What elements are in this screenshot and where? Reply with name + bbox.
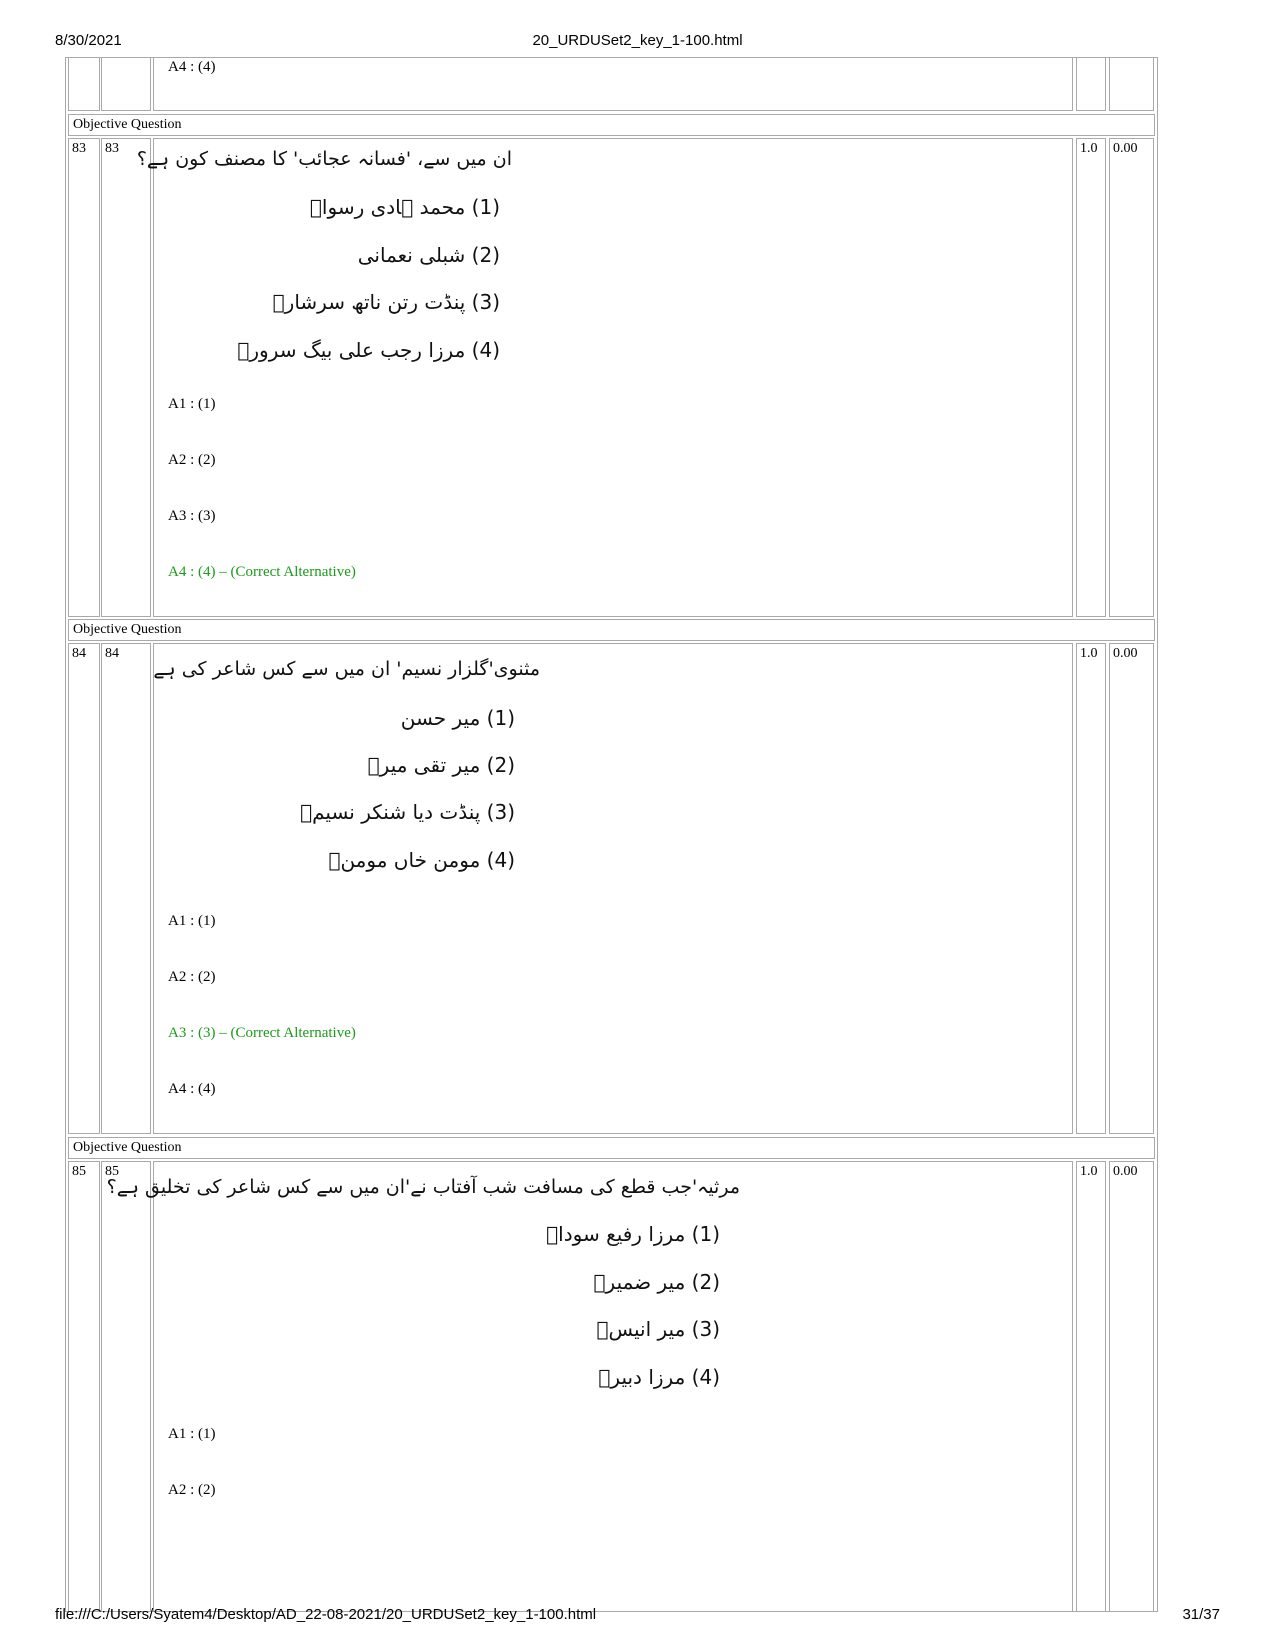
prev-cell-body — [153, 57, 1073, 111]
cell-sno — [68, 1161, 100, 1612]
negative-marks: 0.00 — [1113, 141, 1138, 156]
document-title: 20_URDUSet2_key_1-100.html — [532, 32, 743, 49]
cell-marks — [1076, 138, 1106, 617]
page-number: 31/37 — [1182, 1606, 1220, 1623]
option-4: (4) مومن خاں مومنؔ — [328, 848, 515, 872]
prev-cell-sno — [68, 57, 100, 111]
option-3: (3) پنڈت دیا شنکر نسیمؔ — [300, 800, 515, 824]
marks: 1.0 — [1080, 646, 1098, 661]
question-text: مرثیہ'جب قطع کی مسافت شب آفتاب نے'ان میں سے کس شاعر کی تخلیق ہے؟ — [106, 1176, 740, 1198]
cell-qid — [101, 1161, 151, 1612]
cell-qid — [101, 138, 151, 617]
prev-cell-neg — [1109, 57, 1154, 111]
cell-sno — [68, 138, 100, 617]
cell-negative — [1109, 1161, 1154, 1612]
prev-cell-qid — [101, 57, 151, 111]
option-2: (2) میر تقی میرؔ — [367, 753, 515, 777]
cell-question — [153, 138, 1073, 617]
objective-label-row — [68, 619, 1155, 641]
marks: 1.0 — [1080, 1164, 1098, 1179]
option-1: (1) محمد ہادی رسواؔ — [309, 195, 500, 219]
print-footer — [55, 1606, 1220, 1626]
print-date: 8/30/2021 — [55, 32, 122, 49]
marks: 1.0 — [1080, 141, 1098, 156]
option-2: (2) میر ضمیرؔ — [593, 1270, 720, 1294]
answer-a2: A2 : (2) — [168, 1482, 216, 1498]
prev-answer-a4: A4 : (4) — [168, 59, 216, 75]
cell-marks — [1076, 1161, 1106, 1612]
objective-label: Objective Question — [73, 117, 182, 132]
cell-question — [153, 643, 1073, 1134]
objective-label: Objective Question — [73, 1140, 182, 1155]
cell-negative — [1109, 138, 1154, 617]
file-path: file:///C:/Users/Syatem4/Desktop/AD_22-08-2021/20_URDUSet2_key_1-100.html — [55, 1606, 597, 1623]
objective-label-row — [68, 114, 1155, 136]
option-3: (3) پنڈت رتن ناتھ سرشارؔ — [272, 290, 500, 314]
question-id: 85 — [105, 1164, 119, 1179]
serial-number: 83 — [72, 141, 86, 156]
serial-number: 85 — [72, 1164, 86, 1179]
option-2: (2) شبلی نعمانی — [357, 243, 500, 267]
objective-label-row — [68, 1137, 1155, 1159]
answer-a3: A3 : (3) — [168, 508, 216, 524]
option-4: (4) مرزا دبیرؔ — [598, 1365, 720, 1389]
question-text: ان میں سے، 'فسانہ عجائب' کا مصنف کون ہے؟ — [136, 148, 512, 170]
print-header — [55, 32, 1220, 52]
answer-a1: A1 : (1) — [168, 396, 216, 412]
negative-marks: 0.00 — [1113, 646, 1138, 661]
cell-sno — [68, 643, 100, 1134]
negative-marks: 0.00 — [1113, 1164, 1138, 1179]
option-3: (3) میر انیسؔ — [596, 1317, 720, 1341]
objective-label: Objective Question — [73, 622, 182, 637]
answer-a3-correct: A3 : (3) – (Correct Alternative) — [168, 1025, 356, 1041]
cell-qid — [101, 643, 151, 1134]
option-1: (1) مرزا رفیع سوداؔ — [546, 1222, 720, 1246]
question-id: 84 — [105, 646, 119, 661]
answer-a1: A1 : (1) — [168, 1426, 216, 1442]
answer-a2: A2 : (2) — [168, 452, 216, 468]
question-id: 83 — [105, 141, 119, 156]
option-1: (1) میر حسن — [400, 706, 515, 730]
question-text: مثنوی'گلزار نسیم' ان میں سے کس شاعر کی ہے — [153, 658, 540, 680]
serial-number: 84 — [72, 646, 86, 661]
cell-marks — [1076, 643, 1106, 1134]
option-4: (4) مرزا رجب علی بیگ سرورؔ — [237, 338, 500, 362]
answer-a1: A1 : (1) — [168, 913, 216, 929]
answer-a4: A4 : (4) — [168, 1081, 216, 1097]
prev-cell-marks — [1076, 57, 1106, 111]
answer-a2: A2 : (2) — [168, 969, 216, 985]
answer-a4-correct: A4 : (4) – (Correct Alternative) — [168, 564, 356, 580]
cell-negative — [1109, 643, 1154, 1134]
